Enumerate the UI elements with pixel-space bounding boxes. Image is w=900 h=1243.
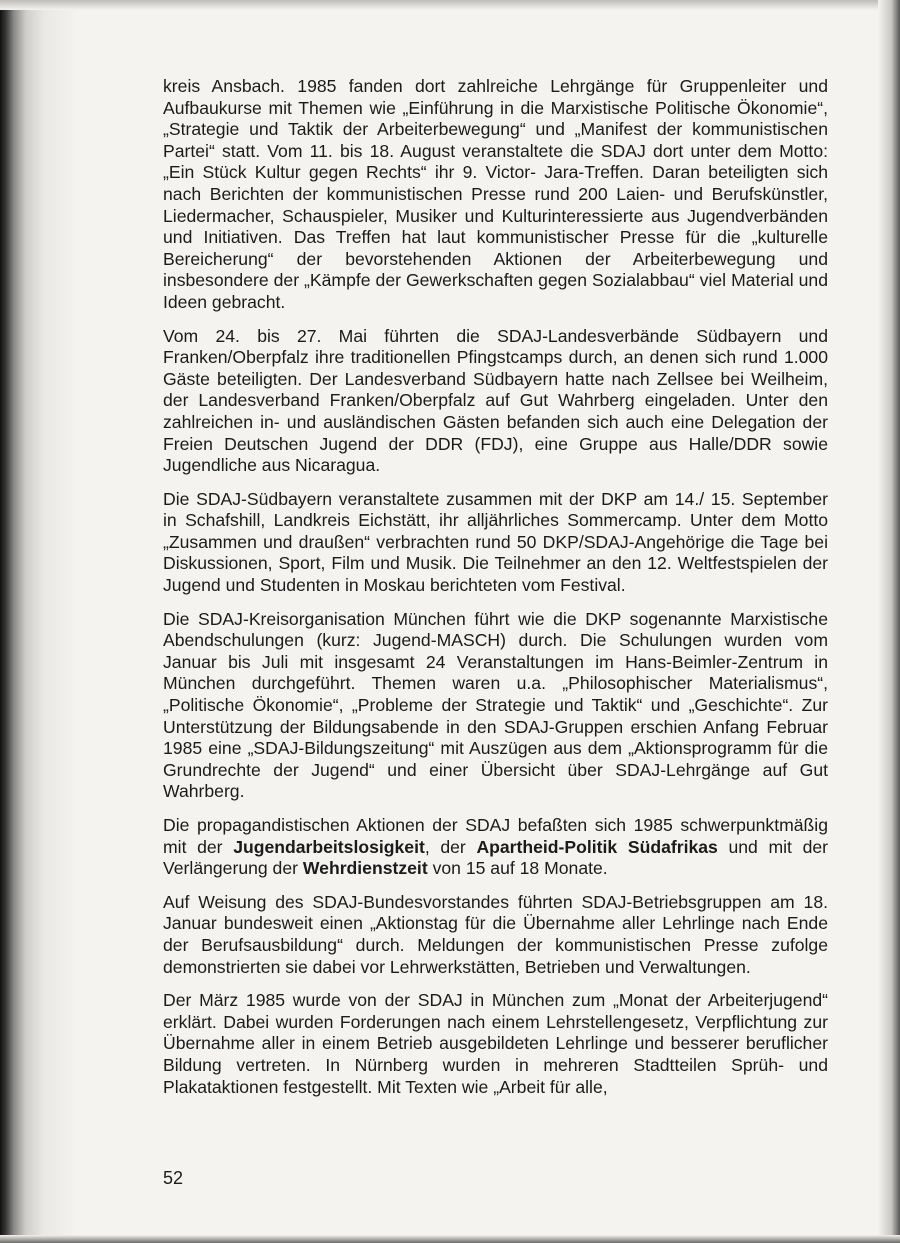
paragraph-5-text-2: , der (424, 836, 477, 857)
paragraph-2: Vom 24. bis 27. Mai führten die SDAJ-Landesverbände Südbayern und Franken/Oberpfalz ihre traditionellen Pfingstcamps durch, an denen sich rund 1.000 Gäste beteiligten. Der Landesverband Südbayern hatte nach Zellsee bei Weilheim, der Landesverband Franken/Oberpfalz auf Gut Wahrberg eingeladen. Unter den zahlreichen in- und ausländischen Gästen befanden sich auch eine Delegation der Freien Deutschen Jugend der DDR (FDJ), eine Gruppe aus Halle/DDR sowie Jugendliche aus Nicaragua. (163, 325, 828, 476)
emphasis-youth-unemployment: Jugendarbeitslosigkeit (233, 836, 425, 857)
paragraph-5-text-3: und mit der Verlängerung der (163, 836, 828, 879)
page-top-edge (0, 0, 900, 10)
paragraph-3: Die SDAJ-Südbayern veranstaltete zusammen mit der DKP am 14./ 15. September in Schafshill, Landkreis Eichstätt, ihr alljährliches Sommercamp. Unter dem Motto „Zusammen und draußen“ verbrachten rund 50 DKP/SDAJ-Angehörige die Tage bei Diskussionen, Sport, Film und Musik. Die Teilnehmer an den 12. Weltfestspielen der Jugend und Studenten in Moskau berichteten vom Festival. (163, 488, 828, 596)
page-bottom-edge (0, 1235, 900, 1243)
paragraph-6: Auf Weisung des SDAJ-Bundesvorstandes führten SDAJ-Betriebsgruppen am 18. Januar bundesweit einen „Aktionstag für die Übernahme aller Lehrlinge nach Ende der Berufsausbildung“ durch. Meldungen der kommunistischen Presse zufolge demonstrierten sie dabei vor Lehrwerkstätten, Betrieben und Verwaltungen. (163, 891, 828, 977)
paragraph-5-text-1: Die propagandistischen Aktionen der SDAJ befaßten sich 1985 schwerpunktmäßig mit der (163, 815, 828, 857)
paragraph-1: kreis Ansbach. 1985 fanden dort zahlreiche Lehrgänge für Gruppenleiter und Aufbaukurse mit Themen wie „Einführung in die Marxistische Politische Ökonomie“, „Strategie und Taktik der Arbeiterbewegung“ und „Manifest der kommunistischen Partei“ statt. Vom 11. bis 18. August veranstaltete die SDAJ dort unter dem Motto: „Ein Stück Kultur gegen Rechts“ ihr 9. Victor- Jara-Treffen. Daran beteiligten sich nach Berichten der kommunistischen Presse rund 200 Laien- und Berufskünstler, Liedermacher, Schauspieler, Musiker und Kulturinteressierte aus Jugendverbänden und Initiativen. Das Treffen hat laut kommunistischer Presse für die „kulturelle Bereicherung“ der bevorstehenden Aktionen der Arbeiterbewegung und insbesondere der „Kämpfe der Gewerkschaften gegen Sozialabbau“ viel Material und Ideen gebracht. (163, 76, 828, 312)
paragraph-7: Der März 1985 wurde von der SDAJ in München zum „Monat der Arbeiterjugend“ erklärt. Dabei wurden Forderungen nach einem Lehrstellengesetz, Verpflichtung zur Übernahme aller in einem Betrieb ausgebildeten Lehrlinge und besserer beruflicher Bildung vertreten. In Nürnberg wurden in mehreren Stadtteilen Sprüh- und Plakataktionen festgestellt. Mit Texten wie „Arbeit für alle, (163, 990, 828, 1097)
body-text (163, 76, 828, 1110)
paragraph-5 (163, 815, 828, 880)
paragraph-4: Die SDAJ-Kreisorganisation München führt wie die DKP sogenannte Marxistische Abendschulungen (kurz: Jugend-MASCH) durch. Die Schulungen wurden vom Januar bis Juli mit insgesamt 24 Veranstaltungen im Hans-Beimler-Zentrum in München durchgeführt. Themen waren u.a. „Philosophischer Materialismus“, „Politische Ökonomie“, „Probleme der Strategie und Taktik“ und „Geschichte“. Zur Unterstützung der Bildungsabende in den SDAJ-Gruppen erschien Anfang Februar 1985 eine „SDAJ-Bildungszeitung“ mit Auszügen aus dem „Aktionsprogramm für die Grundrechte der Jugend“ und einer Übersicht über SDAJ-Lehrgänge auf Gut Wahrberg. (163, 608, 828, 802)
emphasis-apartheid-policy: Apartheid-Politik Südafrikas (476, 836, 718, 857)
book-gutter-shadow (0, 0, 78, 1243)
emphasis-military-service-duration: Wehrdienstzeit (302, 858, 428, 879)
paragraph-5-text-4: von 15 auf 18 Monate. (427, 858, 608, 879)
page-number: 52 (163, 1168, 184, 1188)
page-right-edge (878, 0, 900, 1243)
